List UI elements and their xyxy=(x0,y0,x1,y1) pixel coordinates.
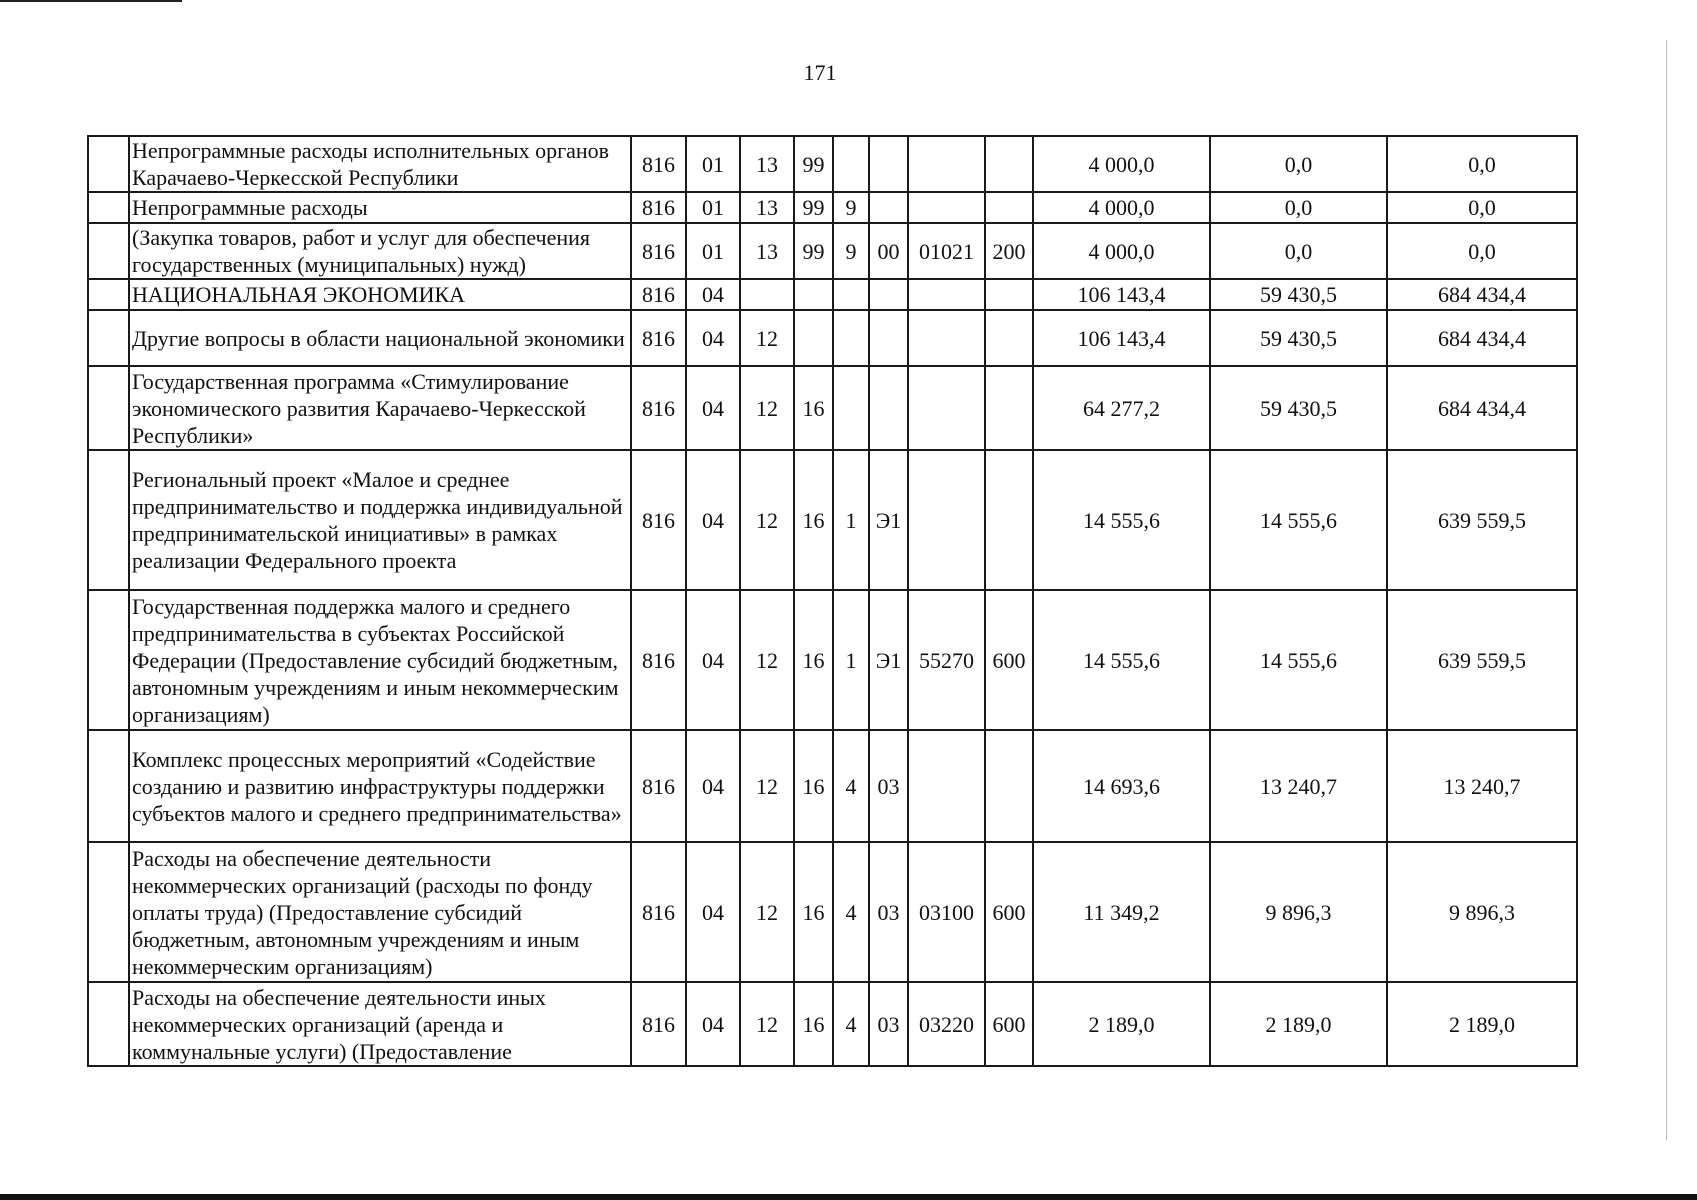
code-cell-c7: 03220 xyxy=(908,982,985,1066)
code-cell-c3: 12 xyxy=(740,450,794,590)
row-index-cell xyxy=(88,366,129,450)
code-cell-c5 xyxy=(833,366,869,450)
table-row xyxy=(88,590,1577,730)
code-cell-c5: 9 xyxy=(833,192,869,223)
code-cell-c1: 816 xyxy=(631,366,686,450)
code-cell-c1: 816 xyxy=(631,590,686,730)
table-row xyxy=(88,136,1577,192)
expense-name-cell: Государственная поддержка малого и среднего предпринимательства в субъектах Российской Федерации (Предоставление субсидий бюджетным, автономным учреждениям и иным некоммерческим организациям) xyxy=(129,590,631,730)
code-cell-c3: 12 xyxy=(740,842,794,982)
code-cell-c2: 04 xyxy=(686,279,740,310)
expense-name-cell: Другие вопросы в области национальной экономики xyxy=(129,310,631,366)
row-index-cell xyxy=(88,223,129,279)
amount-cell-v3: 2 189,0 xyxy=(1387,982,1577,1066)
code-cell-c4: 16 xyxy=(794,730,833,842)
code-cell-c6 xyxy=(869,366,908,450)
code-cell-c3 xyxy=(740,279,794,310)
code-cell-c7 xyxy=(908,310,985,366)
code-cell-c6: 00 xyxy=(869,223,908,279)
code-cell-c2: 04 xyxy=(686,366,740,450)
amount-cell-v1: 106 143,4 xyxy=(1033,310,1210,366)
code-cell-c2: 01 xyxy=(686,223,740,279)
code-cell-c5: 1 xyxy=(833,590,869,730)
code-cell-c8 xyxy=(985,279,1033,310)
code-cell-c4: 99 xyxy=(794,136,833,192)
budget-table xyxy=(87,135,1578,1067)
code-cell-c5: 9 xyxy=(833,223,869,279)
code-cell-c8: 600 xyxy=(985,590,1033,730)
code-cell-c6 xyxy=(869,136,908,192)
expense-name-cell: Непрограммные расходы xyxy=(129,192,631,223)
code-cell-c6: 03 xyxy=(869,730,908,842)
bottom-rule xyxy=(0,1194,1697,1200)
code-cell-c5 xyxy=(833,310,869,366)
code-cell-c8 xyxy=(985,730,1033,842)
amount-cell-v2: 59 430,5 xyxy=(1210,366,1387,450)
code-cell-c1: 816 xyxy=(631,982,686,1066)
expense-name-cell: НАЦИОНАЛЬНАЯ ЭКОНОМИКА xyxy=(129,279,631,310)
code-cell-c3: 12 xyxy=(740,366,794,450)
amount-cell-v3: 0,0 xyxy=(1387,192,1577,223)
row-index-cell xyxy=(88,842,129,982)
code-cell-c2: 01 xyxy=(686,136,740,192)
amount-cell-v2: 9 896,3 xyxy=(1210,842,1387,982)
code-cell-c4 xyxy=(794,279,833,310)
amount-cell-v3: 684 434,4 xyxy=(1387,279,1577,310)
code-cell-c8 xyxy=(985,192,1033,223)
row-index-cell xyxy=(88,450,129,590)
code-cell-c1: 816 xyxy=(631,136,686,192)
code-cell-c7: 55270 xyxy=(908,590,985,730)
amount-cell-v1: 14 693,6 xyxy=(1033,730,1210,842)
code-cell-c5: 4 xyxy=(833,730,869,842)
table-row xyxy=(88,366,1577,450)
code-cell-c3: 12 xyxy=(740,730,794,842)
amount-cell-v2: 14 555,6 xyxy=(1210,450,1387,590)
code-cell-c1: 816 xyxy=(631,223,686,279)
code-cell-c2: 04 xyxy=(686,450,740,590)
code-cell-c4: 16 xyxy=(794,842,833,982)
page-number: 171 xyxy=(803,60,837,85)
code-cell-c1: 816 xyxy=(631,279,686,310)
row-index-cell xyxy=(88,192,129,223)
code-cell-c3: 12 xyxy=(740,310,794,366)
table-row xyxy=(88,223,1577,279)
budget-table-body xyxy=(88,136,1577,1066)
amount-cell-v2: 2 189,0 xyxy=(1210,982,1387,1066)
amount-cell-v2: 13 240,7 xyxy=(1210,730,1387,842)
code-cell-c6 xyxy=(869,192,908,223)
code-cell-c7 xyxy=(908,136,985,192)
table-row xyxy=(88,730,1577,842)
code-cell-c5: 4 xyxy=(833,842,869,982)
expense-name-cell: Непрограммные расходы исполнительных органов Карачаево-Черкесской Республики xyxy=(129,136,631,192)
amount-cell-v1: 14 555,6 xyxy=(1033,450,1210,590)
code-cell-c3: 13 xyxy=(740,223,794,279)
row-index-cell xyxy=(88,136,129,192)
code-cell-c1: 816 xyxy=(631,310,686,366)
code-cell-c1: 816 xyxy=(631,842,686,982)
code-cell-c8 xyxy=(985,450,1033,590)
amount-cell-v2: 59 430,5 xyxy=(1210,279,1387,310)
row-index-cell xyxy=(88,310,129,366)
code-cell-c6: Э1 xyxy=(869,590,908,730)
amount-cell-v3: 9 896,3 xyxy=(1387,842,1577,982)
table-row xyxy=(88,310,1577,366)
expense-name-cell: Расходы на обеспечение деятельности некоммерческих организаций (расходы по фонду оплаты труда) (Предоставление субсидий бюджетным, автономным учреждениям и иным некоммерческим организациям) xyxy=(129,842,631,982)
code-cell-c1: 816 xyxy=(631,192,686,223)
row-index-cell xyxy=(88,590,129,730)
code-cell-c4: 99 xyxy=(794,223,833,279)
amount-cell-v3: 0,0 xyxy=(1387,223,1577,279)
code-cell-c3: 12 xyxy=(740,982,794,1066)
code-cell-c2: 04 xyxy=(686,310,740,366)
amount-cell-v3: 639 559,5 xyxy=(1387,450,1577,590)
code-cell-c4: 16 xyxy=(794,590,833,730)
top-rule xyxy=(0,0,182,2)
amount-cell-v3: 684 434,4 xyxy=(1387,366,1577,450)
code-cell-c2: 01 xyxy=(686,192,740,223)
code-cell-c3: 13 xyxy=(740,192,794,223)
amount-cell-v1: 14 555,6 xyxy=(1033,590,1210,730)
table-row xyxy=(88,279,1577,310)
code-cell-c6 xyxy=(869,279,908,310)
amount-cell-v3: 0,0 xyxy=(1387,136,1577,192)
table-row xyxy=(88,842,1577,982)
code-cell-c1: 816 xyxy=(631,450,686,590)
code-cell-c8: 600 xyxy=(985,842,1033,982)
code-cell-c4: 16 xyxy=(794,366,833,450)
scan-edge-line xyxy=(1666,40,1667,1140)
code-cell-c2: 04 xyxy=(686,590,740,730)
expense-name-cell: (Закупка товаров, работ и услуг для обеспечения государственных (муниципальных) нужд) xyxy=(129,223,631,279)
code-cell-c5: 4 xyxy=(833,982,869,1066)
code-cell-c8 xyxy=(985,136,1033,192)
code-cell-c2: 04 xyxy=(686,730,740,842)
code-cell-c6 xyxy=(869,310,908,366)
row-index-cell xyxy=(88,730,129,842)
row-index-cell xyxy=(88,982,129,1066)
amount-cell-v3: 639 559,5 xyxy=(1387,590,1577,730)
code-cell-c8 xyxy=(985,310,1033,366)
amount-cell-v1: 11 349,2 xyxy=(1033,842,1210,982)
code-cell-c8: 600 xyxy=(985,982,1033,1066)
code-cell-c6: 03 xyxy=(869,982,908,1066)
code-cell-c7: 01021 xyxy=(908,223,985,279)
code-cell-c7 xyxy=(908,450,985,590)
code-cell-c8 xyxy=(985,366,1033,450)
code-cell-c7 xyxy=(908,192,985,223)
code-cell-c7 xyxy=(908,730,985,842)
code-cell-c4: 99 xyxy=(794,192,833,223)
code-cell-c1: 816 xyxy=(631,730,686,842)
amount-cell-v1: 4 000,0 xyxy=(1033,136,1210,192)
code-cell-c5 xyxy=(833,279,869,310)
amount-cell-v1: 2 189,0 xyxy=(1033,982,1210,1066)
code-cell-c7: 03100 xyxy=(908,842,985,982)
amount-cell-v3: 13 240,7 xyxy=(1387,730,1577,842)
code-cell-c4 xyxy=(794,310,833,366)
code-cell-c8: 200 xyxy=(985,223,1033,279)
expense-name-cell: Государственная программа «Стимулирование экономического развития Карачаево-Черкесской Республики» xyxy=(129,366,631,450)
code-cell-c5 xyxy=(833,136,869,192)
code-cell-c7 xyxy=(908,279,985,310)
code-cell-c6: 03 xyxy=(869,842,908,982)
table-row xyxy=(88,192,1577,223)
amount-cell-v1: 4 000,0 xyxy=(1033,192,1210,223)
amount-cell-v2: 14 555,6 xyxy=(1210,590,1387,730)
code-cell-c2: 04 xyxy=(686,842,740,982)
amount-cell-v3: 684 434,4 xyxy=(1387,310,1577,366)
amount-cell-v2: 59 430,5 xyxy=(1210,310,1387,366)
code-cell-c3: 13 xyxy=(740,136,794,192)
amount-cell-v1: 4 000,0 xyxy=(1033,223,1210,279)
table-row xyxy=(88,450,1577,590)
expense-name-cell: Комплекс процессных мероприятий «Содействие созданию и развитию инфраструктуры поддержки субъектов малого и среднего предпринимательства» xyxy=(129,730,631,842)
code-cell-c4: 16 xyxy=(794,982,833,1066)
code-cell-c4: 16 xyxy=(794,450,833,590)
code-cell-c6: Э1 xyxy=(869,450,908,590)
amount-cell-v1: 106 143,4 xyxy=(1033,279,1210,310)
amount-cell-v1: 64 277,2 xyxy=(1033,366,1210,450)
table-row xyxy=(88,982,1577,1066)
expense-name-cell: Расходы на обеспечение деятельности иных некоммерческих организаций (аренда и коммунальные услуги) (Предоставление xyxy=(129,982,631,1066)
code-cell-c7 xyxy=(908,366,985,450)
amount-cell-v2: 0,0 xyxy=(1210,223,1387,279)
code-cell-c2: 04 xyxy=(686,982,740,1066)
row-index-cell xyxy=(88,279,129,310)
code-cell-c3: 12 xyxy=(740,590,794,730)
code-cell-c5: 1 xyxy=(833,450,869,590)
expense-name-cell: Региональный проект «Малое и среднее предпринимательство и поддержка индивидуальной предпринимательской инициативы» в рамках реализации Федерального проекта xyxy=(129,450,631,590)
amount-cell-v2: 0,0 xyxy=(1210,136,1387,192)
amount-cell-v2: 0,0 xyxy=(1210,192,1387,223)
